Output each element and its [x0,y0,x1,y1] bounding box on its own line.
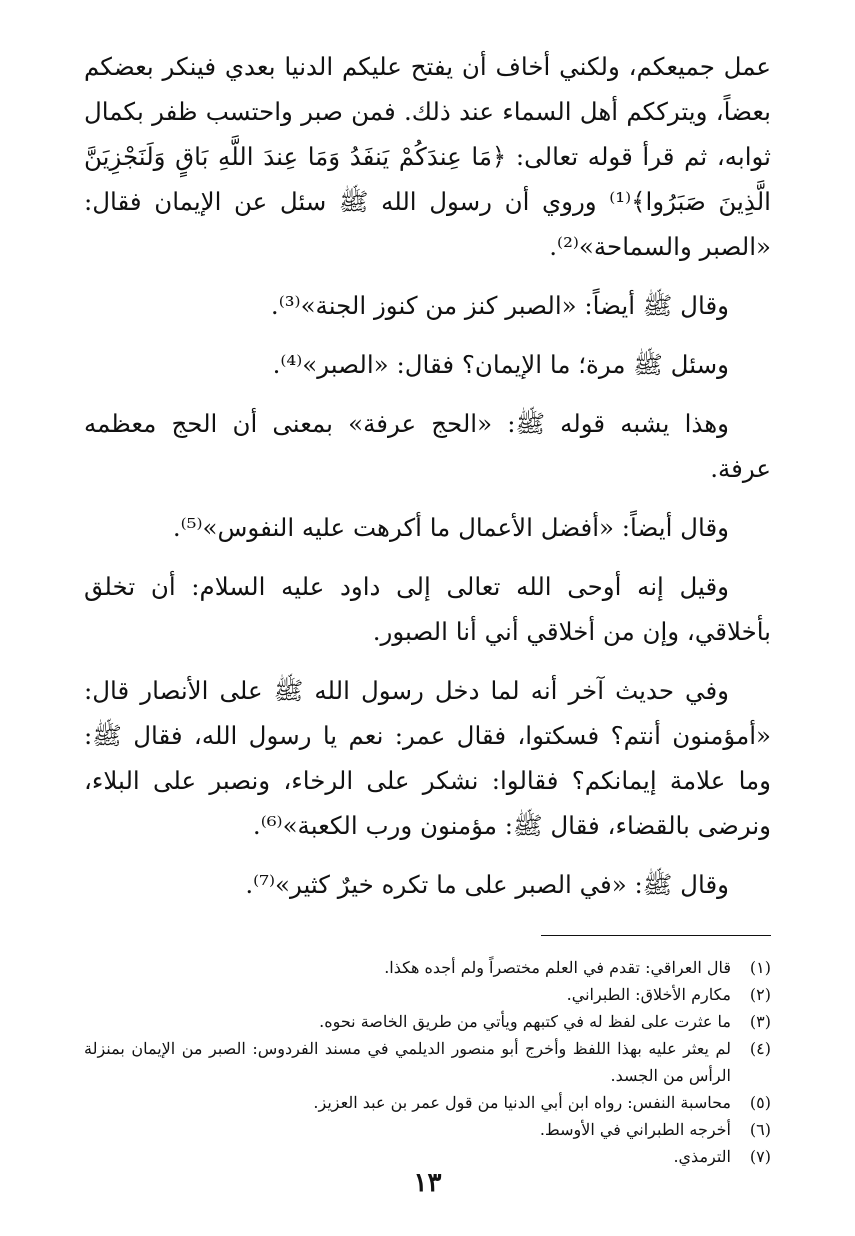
paragraph-hajj-arafa: وهذا يشبه قوله ﷺ: «الحج عرفة» بمعنى أن الحج معظمه عرفة. [84,409,771,483]
paragraph-ansar-hadith: وفي حديث آخر أنه لما دخل رسول الله ﷺ على الأنصار قال: «أمؤمنون أنتم؟ فسكتوا، فقال عمر: نعم يا رسول الله، فقال ﷺ: وما علامة إيمانكم؟ فقالوا: نشكر على الرخاء، ونصبر على البلاء، ونرضى بالقضاء، فقال ﷺ: مؤمنون ورب الكعبة»⁽⁶⁾. [84,676,771,840]
footnote-item [84,1008,771,1035]
footnote-text: قال العراقي: تقدم في العلم مختصراً ولم أجده هكذا. [384,958,731,977]
footnote-text: محاسبة النفس: رواه ابن أبي الدنيا من قول عمر بن عبد العزيز. [313,1093,731,1112]
footnote-item [84,1035,771,1089]
paragraph-treasure: وقال ﷺ أيضاً: «الصبر كنز من كنوز الجنة»⁽³⁾. [270,291,729,320]
footnote-number: (٢) [749,985,771,1004]
footnote-text: مكارم الأخلاق: الطبراني. [566,985,731,1004]
paragraph-iman-sabr: وسئل ﷺ مرة؛ ما الإيمان؟ فقال: «الصبر»⁽⁴⁾. [272,350,729,379]
footnote-text: الترمذي. [673,1147,731,1166]
footnote-separator [541,935,771,936]
footnotes [84,954,771,1170]
paragraph-much-good: وقال ﷺ: «في الصبر على ما تكره خيرٌ كثير»⁽⁷⁾. [245,870,729,899]
footnote-number: (٦) [749,1120,771,1139]
page-number: ١٣ [413,1168,442,1198]
footnote-item [84,1143,771,1170]
footnote-item [84,954,771,981]
footnote-number: (٧) [749,1147,771,1166]
footnote-number: (٣) [749,1012,771,1031]
footnote-text: ما عثرت على لفظ له في كتبهم ويأتي من طريق الخاصة نحوه. [319,1012,731,1031]
paragraph-best-deeds: وقال أيضاً: «أفضل الأعمال ما أكرهت عليه النفوس»⁽⁵⁾. [172,513,729,542]
footnote-text: لم يعثر عليه بهذا اللفظ وأخرج أبو منصور الديلمي في مسند الفردوس: الصبر من الإيمان بمنزلة الرأس من الجسد. [84,1039,731,1085]
paragraph-dawud: وقيل إنه أوحى الله تعالى إلى داود عليه السلام: أن تخلق بأخلاقي، وإن من أخلاقي أني أنا الصبور. [84,572,771,646]
footnote-text: أخرجه الطبراني في الأوسط. [539,1120,731,1139]
main-text [84,44,771,907]
footnote-number: (٤) [749,1039,771,1058]
paragraph-continuation: عمل جميعكم، ولكني أخاف أن يفتح عليكم الدنيا بعدي فينكر بعضكم بعضاً، ويترككم أهل السماء عند ذلك. فمن صبر واحتسب ظفر بكمال ثوابه، ثم قرأ قوله تعالى: ﴿مَا عِندَكُمْ يَنفَدُ وَمَا عِندَ اللَّهِ بَاقٍ وَلَنَجْزِيَنَّ الَّذِينَ صَبَرُوا﴾⁽¹⁾ وروي أن رسول الله ﷺ سئل عن الإيمان فقال: «الصبر والسماحة»⁽²⁾. [84,52,771,261]
footnote-item [84,1116,771,1143]
footnote-item [84,981,771,1008]
footnote-number: (١) [749,958,771,977]
footnote-item [84,1089,771,1116]
footnote-number: (٥) [749,1093,771,1112]
